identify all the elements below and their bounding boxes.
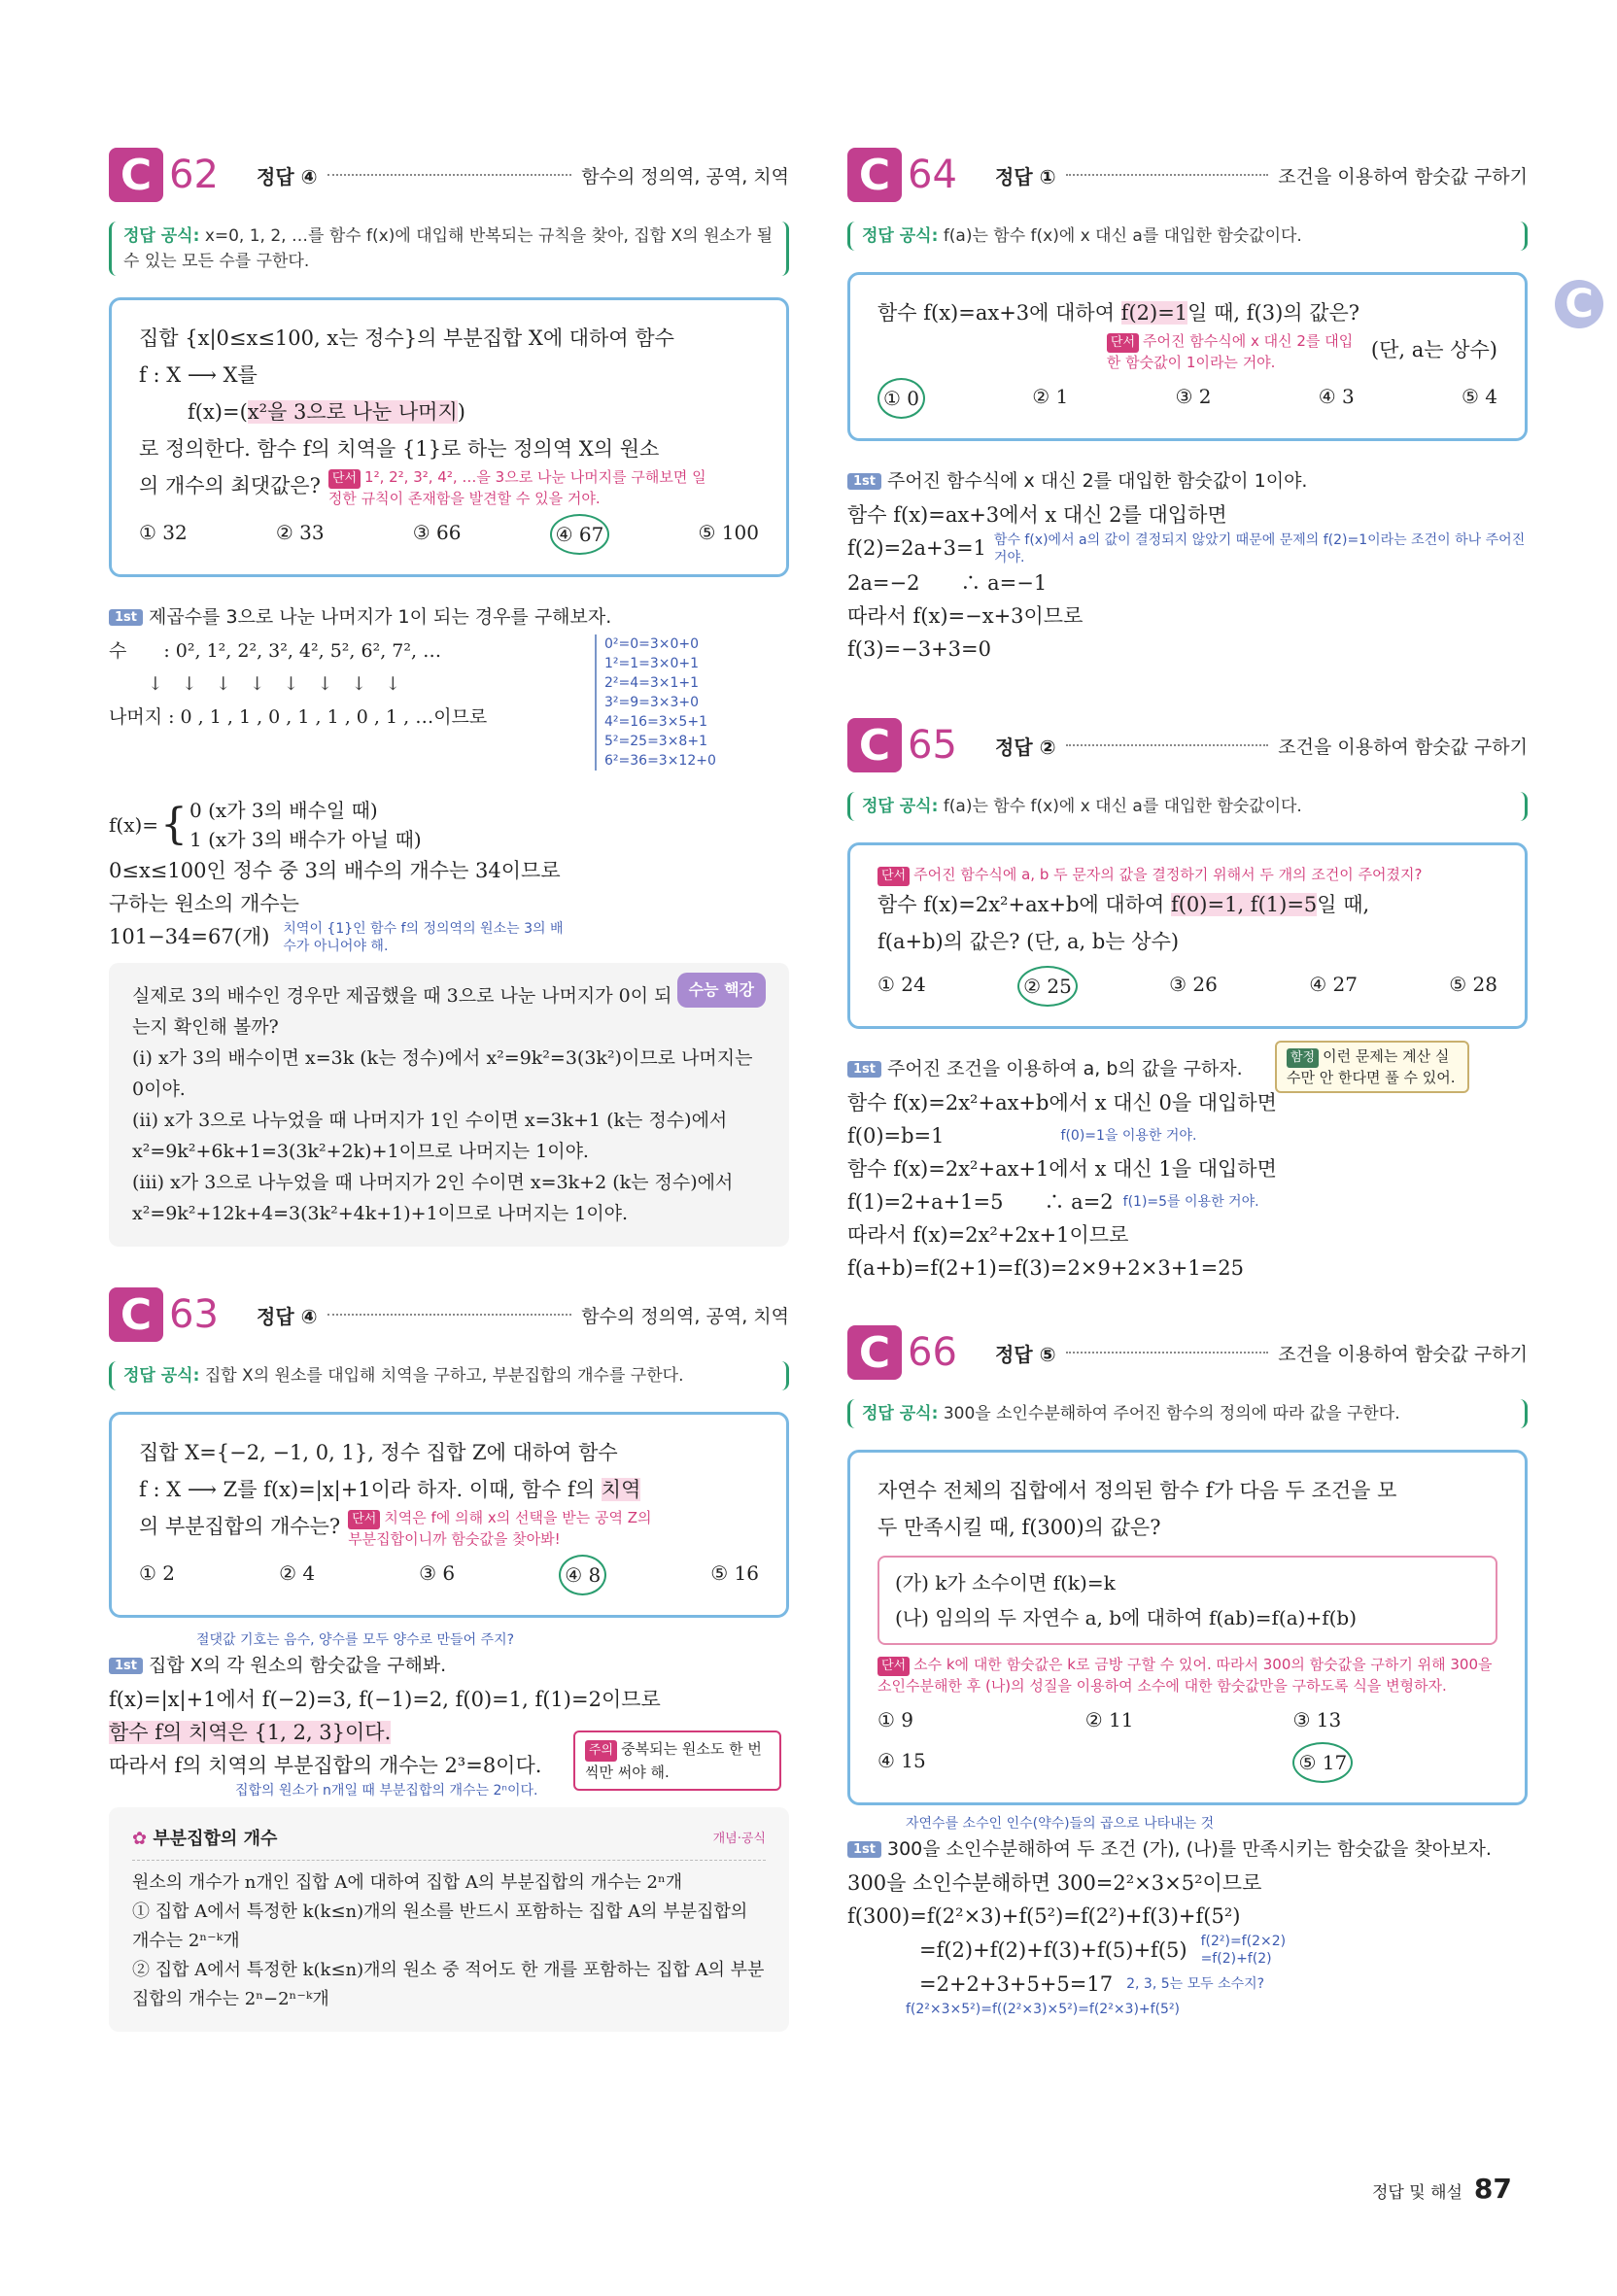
question-text: (단, a는 상수) <box>1370 338 1497 361</box>
step-text: 제곱수를 3으로 나눈 나머지가 1이 되는 경우를 구해보자. <box>149 606 612 628</box>
solution-line: 함수 f(x)=2x²+ax+b에서 x 대신 0을 대입하면 <box>847 1091 1277 1114</box>
concept-line: 원소의 개수가 n개인 집합 A에 대하여 집합 A의 부분집합의 개수는 2ⁿ개 <box>132 1872 683 1893</box>
spacer <box>109 1247 789 1285</box>
step-badge: 1st <box>847 473 881 490</box>
choice-3: ③ 13 <box>1292 1708 1342 1731</box>
solution-line-with-note <box>109 920 789 955</box>
hint-text: 주어진 함수식에 a, b 두 문자의 값을 결정하기 위해서 두 개의 조건이 주어졌지? <box>913 866 1423 883</box>
solution-line: 0≤x≤100인 정수 중 3의 배수의 개수는 34이므로 <box>109 859 561 882</box>
problem-65-header <box>847 716 1528 774</box>
hint-note <box>877 865 1497 886</box>
question-line <box>877 331 1497 372</box>
concept-title-text: 부분집합의 개수 <box>153 1829 278 1849</box>
question-line <box>139 1508 759 1549</box>
hint-text: 주어진 함수식에 x 대신 2를 대입한 함숫값이 1이라는 거야. <box>1106 332 1354 371</box>
choice-2: ② 4 <box>279 1561 316 1585</box>
concept-box <box>109 1807 789 2032</box>
answer-label: 정답 ② <box>995 735 1056 759</box>
formula-label: 정답 공식: <box>862 1404 939 1423</box>
hint-tag: 단서 <box>1107 333 1139 353</box>
step-text: 주어진 조건을 이용하여 a, b의 값을 구하자. <box>887 1058 1243 1079</box>
formula-text: 300을 소인수분해하여 주어진 함수의 정의에 따라 값을 구한다. <box>943 1404 1400 1423</box>
question-text: 의 부분집합의 개수는? <box>139 1515 341 1538</box>
exam-tip-line: (ii) x가 3으로 나누었을 때 나머지가 1인 수이면 x=3k+1 (k는 정수)에서 x²=9k²+6k+1=3(3k²+2k)+1이므로 나머지는 1이야. <box>132 1110 728 1162</box>
exam-tip-line: (i) x가 3의 배수이면 x=3k (k는 정수)에서 x²=9k²=3(3k²)이므로 나머지는 0이야. <box>132 1047 753 1100</box>
solution-line: 따라서 f(x)=2x²+2x+1이므로 <box>847 1223 1129 1247</box>
solution-step <box>847 466 1528 493</box>
square-calculations <box>595 634 716 771</box>
side-note: 함수 f(x)에서 a의 값이 결정되지 않았기 때문에 문제의 f(2)=1이라는 조건이 하나 주어진 거야. <box>993 532 1526 565</box>
choice-2: ② 33 <box>275 521 325 544</box>
concept-header <box>132 1825 766 1861</box>
remainder-row: 나머지 : 0 , 1 , 1 , 0 , 1 , 1 , 0 , 1 , …이므로 <box>109 706 488 728</box>
solution-step <box>847 1834 1528 1861</box>
answer-formula <box>109 222 789 276</box>
condition-line: (나) 임의의 두 자연수 a, b에 대하여 f(ab)=f(a)+f(b) <box>895 1606 1358 1629</box>
square-row: 수 : 0², 1², 2², 3², 4², 5², 6², 7², … <box>109 640 442 662</box>
dotted-leader <box>327 174 572 176</box>
choice-5: ⑤ 28 <box>1449 973 1497 996</box>
highlighted-text: 치역 <box>601 1478 641 1501</box>
solution-line-with-note <box>847 1968 1528 2001</box>
solution-line: 따라서 f의 치역의 부분집합의 개수는 2³=8이다. <box>109 1754 542 1777</box>
solution-line: 2a=−2 ∴ a=−1 <box>847 571 1048 595</box>
highlighted-text: f(0)=1, f(1)=5 <box>1170 893 1318 916</box>
highlighted-text: x²을 3으로 나눈 나머지 <box>247 400 458 424</box>
solution-line: 101−34=67(개) <box>109 925 270 948</box>
hint-tag: 단서 <box>328 469 361 489</box>
spacer <box>847 1285 1528 1323</box>
solution-line: 함수 f(x)=2x²+ax+1에서 x 대신 1을 대입하면 <box>847 1157 1277 1181</box>
hint-note <box>348 1508 669 1549</box>
calc-line: 4²=16=3×5+1 <box>604 714 707 730</box>
formula-text: f(a)는 함수 f(x)에 x 대신 a를 대입한 함숫값이다. <box>943 797 1302 816</box>
choice-3: ③ 26 <box>1169 973 1218 996</box>
question-line: 두 만족시킬 때, f(300)의 값은? <box>877 1516 1161 1539</box>
problem-number: 62 <box>169 153 219 197</box>
brace-symbol: { <box>160 800 189 849</box>
page-footer <box>1372 2173 1512 2205</box>
exam-tip-badge: 수능 핵강 <box>677 973 766 1008</box>
choice-3: ③ 66 <box>412 521 462 544</box>
concept-line: ① 집합 A에서 특정한 k(k≤n)개의 원소를 반드시 포함하는 집합 A의 부분집합의 개수는 2ⁿ⁻ᵏ개 <box>132 1902 748 1951</box>
solution-line: 함수 f(x)=ax+3에서 x 대신 2를 대입하면 <box>847 503 1227 527</box>
formula-text: 집합 X의 원소를 대입해 치역을 구하고, 부분집합의 개수를 구한다. <box>204 1366 684 1386</box>
solution-line-with-note <box>847 531 1528 566</box>
formula-label: 정답 공식: <box>123 226 200 246</box>
trap-text: 이런 문제는 계산 실수만 안 한다면 풀 수 있어. <box>1287 1047 1456 1086</box>
topic-label: 함수의 정의역, 공역, 치역 <box>581 1305 789 1327</box>
question-line <box>139 394 759 430</box>
formula-text: x=0, 1, 2, …를 함수 f(x)에 대입해 반복되는 규칙을 찾아, 집합 X의 원소가 될 수 있는 모든 수를 구한다. <box>123 226 774 271</box>
bottom-note: f(2²×3×5²)=f((2²×3)×5²)=f(2²×3)+f(5²) <box>906 2002 1181 2017</box>
problem-number: 64 <box>908 153 957 197</box>
calc-line: 6²=36=3×12+0 <box>604 753 716 769</box>
conditions-box <box>877 1556 1497 1645</box>
highlighted-text: f(2)=1 <box>1120 301 1188 325</box>
topic-label: 조건을 이용하여 함숫값 구하기 <box>1278 1343 1528 1365</box>
calc-line: 5²=25=3×8+1 <box>604 734 707 749</box>
choice-5: ⑤ 4 <box>1461 385 1497 408</box>
right-column <box>847 146 1528 2018</box>
hint-text: 1², 2², 3², 4², …을 3으로 나눈 나머지를 구해보면 일정한 규칙이 존재함을 발견할 수 있을 거야. <box>327 468 706 507</box>
answer-formula <box>109 1361 789 1390</box>
flower-icon: ✿ <box>132 1829 154 1849</box>
piecewise-lhs: f(x)= <box>109 813 159 837</box>
problem-64-box <box>847 272 1528 441</box>
side-note: f(2²)=f(2×2) =f(2)+f(2) <box>1200 1934 1287 1967</box>
dotted-leader <box>327 1314 572 1316</box>
spacer <box>847 666 1528 716</box>
problem-64-header <box>847 146 1528 204</box>
solution-66 <box>847 1815 1528 2018</box>
trap-tag: 함정 <box>1287 1048 1319 1068</box>
calc-line: 1²=1=3×0+1 <box>604 656 700 671</box>
hint-text: 소수 k에 대한 함숫값은 k로 금방 구할 수 있어. 따라서 300의 함숫값을 구하기 위해 300을 소인수분해한 후 (나)의 성질을 이용하여 소수에 대한 함숫값만을 구하도록 식을 변형하자. <box>877 1656 1493 1695</box>
step-badge: 1st <box>109 609 143 626</box>
caution-tag: 주의 <box>585 1740 617 1762</box>
concept-tag: 개념·공식 <box>712 1832 766 1846</box>
problem-number: 63 <box>169 1292 219 1337</box>
solution-line-with-note <box>847 1185 1528 1218</box>
condition-line: (가) k가 소수이면 f(k)=k <box>895 1571 1116 1594</box>
step-text: 주어진 함수식에 x 대신 2를 대입한 함숫값이 1이야. <box>887 470 1308 492</box>
solution-line: f(x)=|x|+1에서 f(−2)=3, f(−1)=2, f(0)=1, f(1)=2이므로 <box>109 1688 661 1711</box>
solution-65 <box>847 1047 1528 1285</box>
step-text: 집합 X의 각 원소의 함숫값을 구해봐. <box>149 1655 447 1676</box>
topic-label: 함수의 정의역, 공역, 치역 <box>581 165 789 188</box>
step-badge: 1st <box>847 1061 881 1078</box>
choices <box>877 966 1497 1007</box>
solution-line: 따라서 f(x)=−x+3이므로 <box>847 604 1084 628</box>
solution-line-with-note <box>847 1119 1528 1152</box>
dotted-leader <box>1066 1352 1269 1354</box>
question-line <box>877 294 1497 331</box>
answer-label: 정답 ④ <box>257 164 318 188</box>
hint-note <box>328 467 707 508</box>
calc-line: 0²=0=3×0+0 <box>604 636 700 652</box>
difficulty-badge: C <box>109 148 163 202</box>
problem-63-header <box>109 1285 789 1344</box>
case-line: 0 (x가 3의 배수일 때) <box>189 799 378 822</box>
answer-formula <box>847 792 1528 821</box>
exam-tip-box <box>109 963 789 1247</box>
top-note: 자연수를 소수인 인수(약수)들의 곱으로 나타내는 것 <box>906 1816 1215 1832</box>
choice-1: ① 32 <box>139 521 188 544</box>
solution-line: =2+2+3+5+5=17 <box>919 1972 1114 1996</box>
difficulty-badge: C <box>847 148 902 202</box>
formula-label: 정답 공식: <box>862 226 939 246</box>
problem-number: 66 <box>908 1330 957 1375</box>
question-line <box>877 886 1497 923</box>
choice-2-correct: ② 25 <box>1017 966 1078 1007</box>
question-text: ) <box>457 400 465 424</box>
question-line <box>139 467 759 508</box>
choice-1: ① 24 <box>877 973 926 996</box>
left-column <box>109 146 789 2032</box>
top-note: 절댓값 기호는 음수, 양수를 모두 양수로 만들어 주지? <box>196 1632 515 1648</box>
solution-line: =f(2)+f(2)+f(3)+f(5)+f(5) <box>919 1938 1187 1962</box>
solution-line: f(1)=2+a+1=5 ∴ a=2 <box>847 1190 1114 1214</box>
formula-label: 정답 공식: <box>862 797 939 816</box>
choice-5-correct <box>1292 1742 1497 1783</box>
question-text: 일 때, f(3)의 값은? <box>1187 301 1360 325</box>
concept-line: ② 집합 A에서 특정한 k(k≤n)개의 원소 중 적어도 한 개를 포함하는 집합 A의 부분집합의 개수는 2ⁿ−2ⁿ⁻ᵏ개 <box>132 1960 765 2009</box>
trap-tip-box <box>1275 1041 1469 1093</box>
problem-65-box <box>847 842 1528 1029</box>
formula-text: f(a)는 함수 f(x)에 x 대신 a를 대입한 함숫값이다. <box>943 226 1302 246</box>
question-line: 로 정의한다. 함수 f의 치역을 {1}로 하는 정의역 X의 원소 <box>139 437 660 461</box>
step-badge: 1st <box>847 1841 881 1858</box>
difficulty-badge: C <box>109 1287 163 1342</box>
hint-tag: 단서 <box>877 1657 910 1676</box>
choice-1: ① 2 <box>139 1561 176 1585</box>
solution-line: f(0)=b=1 <box>847 1124 945 1148</box>
question-line: 집합 {x|0≤x≤100, x는 정수}의 부분집합 X에 대하여 함수 <box>139 326 674 350</box>
dotted-leader <box>1066 174 1269 176</box>
hint-note <box>1107 331 1359 372</box>
question-text: f : X ⟶ Z를 f(x)=|x|+1이라 하자. 이때, 함수 f의 <box>139 1478 602 1501</box>
side-note: f(0)=1을 이용한 거야. <box>1060 1128 1197 1144</box>
topic-label: 조건을 이용하여 함숫값 구하기 <box>1278 165 1528 188</box>
choices <box>139 1555 759 1595</box>
choices <box>877 378 1497 419</box>
answer-label: 정답 ⑤ <box>995 1342 1056 1366</box>
remainder-table <box>109 634 789 809</box>
solution-line: 구하는 원소의 개수는 <box>109 892 299 915</box>
choice-4-correct: ④ 67 <box>550 514 610 555</box>
question-text: 일 때, <box>1317 893 1370 916</box>
calc-line: 2²=4=3×1+1 <box>604 675 700 691</box>
side-note: 집합의 원소가 n개일 때 부분집합의 개수는 2ⁿ이다. <box>235 1783 538 1799</box>
question-text: f(x)=( <box>188 400 248 424</box>
problem-number: 65 <box>908 723 957 768</box>
chapter-side-badge: C <box>1555 280 1603 328</box>
solution-line: 300을 소인수분해하면 300=2²×3×5²이므로 <box>847 1871 1262 1895</box>
solution-line-with-note <box>847 1933 1528 1968</box>
question-text: 의 개수의 최댓값은? <box>139 474 321 497</box>
difficulty-badge: C <box>847 718 902 772</box>
dotted-leader <box>1066 744 1269 746</box>
correct-choice-text: ⑤ 17 <box>1292 1742 1353 1783</box>
calc-line: 3²=9=3×3+0 <box>604 695 700 710</box>
page-number: 87 <box>1473 2173 1512 2205</box>
solution-step <box>109 602 789 629</box>
problem-62-header <box>109 146 789 204</box>
choice-4: ④ 27 <box>1309 973 1358 996</box>
solution-line: f(2)=2a+3=1 <box>847 536 986 560</box>
question-line: 자연수 전체의 집합에서 정의된 함수 f가 다음 두 조건을 모 <box>877 1479 1397 1502</box>
highlighted-text: 함수 f의 치역은 {1, 2, 3}이다. <box>109 1721 392 1744</box>
hint-tag: 단서 <box>348 1510 380 1529</box>
concept-title <box>132 1825 277 1854</box>
choice-2: ② 11 <box>1084 1708 1134 1731</box>
choices <box>139 514 759 555</box>
choice-1: ① 9 <box>877 1708 914 1731</box>
caution-box <box>573 1731 781 1791</box>
arrow-row: ↓ ↓ ↓ ↓ ↓ ↓ ↓ ↓ <box>148 673 401 695</box>
exam-tip-line: 실제로 3의 배수인 경우만 제곱했을 때 3으로 나눈 나머지가 0이 되는지 확인해 볼까? <box>132 985 672 1038</box>
answer-formula <box>847 1399 1528 1428</box>
choice-4: ④ 15 <box>877 1749 926 1772</box>
question-line <box>139 1471 759 1508</box>
solution-line: f(a+b)=f(2+1)=f(3)=2×9+2×3+1=25 <box>847 1256 1245 1280</box>
solution-line: f(300)=f(2²×3)+f(5²)=f(2²)+f(3)+f(5²) <box>847 1904 1241 1928</box>
choice-3: ③ 6 <box>419 1561 456 1585</box>
problem-63-box <box>109 1412 789 1618</box>
problem-62-box <box>109 297 789 577</box>
choice-4-correct: ④ 8 <box>559 1555 606 1595</box>
difficulty-badge: C <box>847 1325 902 1380</box>
side-note: 2, 3, 5는 모두 소수지? <box>1126 1976 1265 1992</box>
problem-66-box <box>847 1450 1528 1805</box>
solution-line: f(3)=−3+3=0 <box>847 637 991 661</box>
answer-formula <box>847 222 1528 251</box>
footer-label: 정답 및 해설 <box>1372 2183 1462 2203</box>
formula-label: 정답 공식: <box>123 1366 200 1386</box>
case-line: 1 (x가 3의 배수가 아닐 때) <box>189 828 422 851</box>
side-note: f(1)=5를 이용한 거야. <box>1122 1194 1259 1210</box>
choices <box>877 1701 1497 1783</box>
question-text: 함수 f(x)=ax+3에 대하여 <box>877 301 1121 325</box>
caution-text: 중복되는 원소도 한 번씩만 써야 해. <box>585 1740 762 1781</box>
choice-3: ③ 2 <box>1175 385 1212 408</box>
choice-5: ⑤ 16 <box>710 1561 759 1585</box>
solution-63 <box>109 1631 789 1799</box>
choice-1-correct: ① 0 <box>877 378 925 419</box>
choice-5: ⑤ 100 <box>698 521 759 544</box>
step-badge: 1st <box>109 1658 143 1674</box>
answer-label: 정답 ④ <box>257 1304 318 1328</box>
choice-4: ④ 3 <box>1318 385 1355 408</box>
solution-step <box>109 1651 789 1677</box>
choice-2: ② 1 <box>1032 385 1069 408</box>
question-text: 함수 f(x)=2x²+ax+b에 대하여 <box>877 893 1171 916</box>
question-line: 집합 X={−2, −1, 0, 1}, 정수 집합 Z에 대하여 함수 <box>139 1441 618 1464</box>
step-text: 300을 소인수분해하여 두 조건 (가), (나)를 만족시키는 함숫값을 찾아보자. <box>887 1838 1492 1860</box>
hint-note <box>877 1655 1497 1696</box>
question-line: f : X ⟶ X를 <box>139 363 258 387</box>
topic-label: 조건을 이용하여 함숫값 구하기 <box>1278 736 1528 758</box>
hint-tag: 단서 <box>877 867 910 886</box>
question-line: f(a+b)의 값은? (단, a, b는 상수) <box>877 930 1180 953</box>
hint-text: 치역은 f에 의해 x의 선택을 받는 공역 Z의 부분집합이니까 함숫값을 찾아봐! <box>348 1509 652 1548</box>
problem-66-header <box>847 1323 1528 1382</box>
answer-label: 정답 ① <box>995 164 1056 188</box>
exam-tip-line: (iii) x가 3으로 나누었을 때 나머지가 2인 수이면 x=3k+2 (k는 정수)에서 x²=9k²+12k+4=3(3k²+4k+1)+1이므로 나머지는 1이야. <box>132 1172 734 1224</box>
side-note: 치역이 {1}인 함수 f의 정의역의 원소는 3의 배수가 아니어야 해. <box>283 921 564 954</box>
